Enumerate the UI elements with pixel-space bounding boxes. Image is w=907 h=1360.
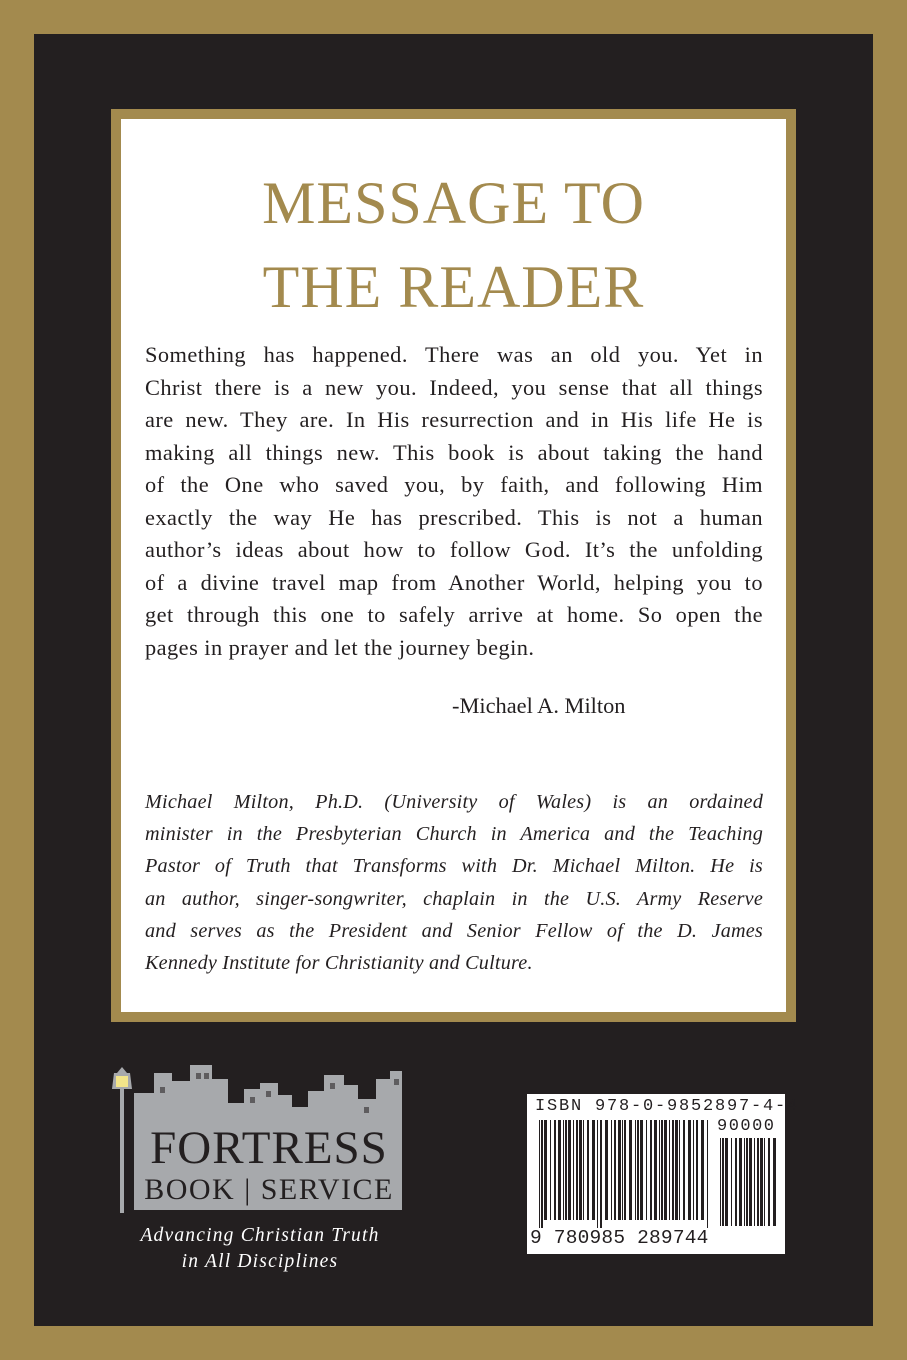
tagline-line: in All Disciplines <box>181 1251 339 1272</box>
barcode-bar <box>554 1120 556 1220</box>
barcode-bar <box>592 1120 595 1220</box>
title-line: THE READER <box>262 254 645 320</box>
message-line: get through this one to safely arrive at home. So open the <box>145 602 763 627</box>
barcode-bar <box>722 1138 724 1226</box>
author-bio <box>145 786 763 979</box>
barcode-bar <box>544 1120 547 1220</box>
barcode-bar <box>539 1120 540 1228</box>
barcode-bar <box>568 1120 571 1220</box>
barcode-bar <box>679 1120 680 1220</box>
bio-line: Kennedy Institute for Christianity and Culture. <box>145 952 533 975</box>
barcode-bar <box>565 1120 567 1220</box>
barcode-bar <box>760 1138 763 1226</box>
barcode-bar <box>768 1138 770 1226</box>
barcode-bar <box>605 1120 608 1220</box>
barcode-bar <box>597 1120 598 1228</box>
barcode-bar <box>675 1120 678 1220</box>
barcode-bar <box>618 1120 621 1220</box>
isbn-barcode <box>527 1094 800 1254</box>
publisher-name: FORTRESS <box>150 1122 388 1174</box>
barcode-bar <box>696 1120 698 1220</box>
barcode-bar <box>563 1120 564 1220</box>
barcode-bar <box>664 1120 667 1220</box>
barcode-bar <box>583 1120 584 1220</box>
price-barcode-icon <box>720 1138 778 1228</box>
barcode-bars-icon <box>539 1120 711 1228</box>
barcode-bar <box>650 1120 652 1220</box>
barcode-bar <box>720 1138 721 1226</box>
message-line: are new. They are. In His resurrection and in His life He is <box>145 407 763 432</box>
barcode-bar <box>611 1120 612 1220</box>
barcode-bar <box>624 1120 626 1220</box>
message-line: of a divine travel map from Another World, helping you to <box>145 569 763 595</box>
barcode-bar <box>646 1120 647 1220</box>
publisher-tagline <box>110 1223 410 1275</box>
bio-line: an author, singer-songwriter, chaplain in the U.S. Army Reserve <box>145 887 763 910</box>
title-line: MESSAGE TO <box>262 170 645 236</box>
barcode-bar <box>669 1120 670 1220</box>
bio-line: and serves as the President and Senior Fellow of the D. James <box>145 919 763 942</box>
barcode-bar <box>622 1120 623 1220</box>
message-line: of the One who saved you, by faith, and following Him <box>145 472 763 497</box>
message-box <box>121 119 786 1012</box>
barcode-bar <box>731 1138 732 1226</box>
barcode-bar <box>672 1120 674 1220</box>
barcode-bar <box>614 1120 616 1220</box>
barcode-bar <box>764 1138 765 1226</box>
message-line: Christ there is a new you. Indeed, you sense that all things <box>145 374 763 400</box>
barcode-bar <box>701 1120 704 1220</box>
message-text <box>145 339 763 664</box>
barcode-bar <box>637 1120 639 1220</box>
barcode-bar <box>744 1138 745 1226</box>
barcode-bar <box>640 1120 643 1220</box>
barcode-bar <box>558 1120 561 1220</box>
barcode-bar <box>550 1120 551 1220</box>
barcode-bar <box>757 1138 759 1226</box>
barcode-digits: 9 780985 289744 <box>530 1227 709 1249</box>
barcode-bar <box>635 1120 636 1220</box>
author-signature: -Michael A. Milton <box>452 693 626 718</box>
message-line: pages in prayer and let the journey begin. <box>145 634 535 660</box>
barcode-bar <box>654 1120 657 1220</box>
barcode-bar <box>746 1138 748 1226</box>
barcode-bar <box>541 1120 543 1228</box>
barcode-bar <box>773 1138 776 1226</box>
page-title <box>121 161 786 329</box>
barcode-bar <box>693 1120 694 1220</box>
barcode-bar <box>749 1138 752 1226</box>
barcode-bar <box>576 1120 578 1220</box>
message-line: making all things new. This book is about taking the hand <box>145 439 763 465</box>
barcode-bar <box>600 1120 602 1228</box>
bio-line: minister in the Presbyterian Church in America and the Teaching <box>145 823 763 846</box>
barcode-bar <box>661 1120 663 1220</box>
barcode-bar <box>573 1120 574 1220</box>
publisher-logo <box>110 1065 410 1275</box>
message-line: exactly the way He has prescribed. This is not a human <box>145 504 763 530</box>
barcode-bar <box>735 1138 737 1226</box>
barcode-bar <box>629 1120 632 1220</box>
tagline-line: Advancing Christian Truth <box>140 1225 380 1246</box>
publisher-service: BOOK | SERVICE <box>144 1173 394 1206</box>
isbn-label: ISBN 978-0-9852897-4-4 <box>535 1097 800 1116</box>
bio-line: Michael Milton, Ph.D. (University of Wales) is an ordained <box>145 791 763 813</box>
message-line: author’s ideas about how to follow God. It’s the unfolding <box>145 537 763 562</box>
barcode-bar <box>688 1120 691 1220</box>
bio-line: Pastor of Truth that Transforms with Dr. Michael Milton. He is <box>145 855 763 878</box>
barcode-bar <box>754 1138 755 1226</box>
barcode-bar <box>739 1138 742 1226</box>
barcode-bar <box>725 1138 728 1226</box>
barcode-bar <box>587 1120 589 1220</box>
price-code: 90000 <box>717 1117 776 1136</box>
message-line: Something has happened. There was an old you. Yet in <box>145 342 763 367</box>
barcode-bar <box>579 1120 582 1220</box>
barcode-bar <box>659 1120 660 1220</box>
barcode-bar <box>707 1120 708 1228</box>
barcode-bar <box>683 1120 685 1220</box>
